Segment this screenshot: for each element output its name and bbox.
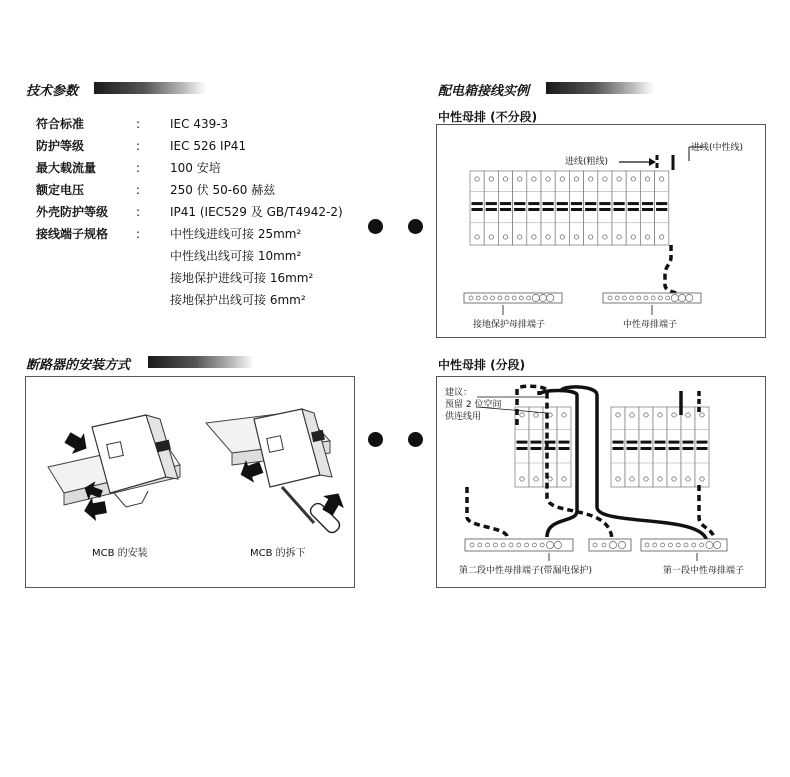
- spec-colon: :: [136, 139, 141, 153]
- breaker-module: [569, 171, 583, 245]
- breaker-module: [681, 407, 695, 487]
- terminal-screw: [547, 294, 554, 301]
- breaker-module: [541, 171, 555, 245]
- terminal-screw: [512, 296, 516, 300]
- terminal-screw: [653, 543, 657, 547]
- terminal-screw: [505, 296, 509, 300]
- title-gradient-bar: [148, 356, 254, 368]
- install-label: MCB 的安装: [92, 548, 148, 559]
- breaker-module: [513, 171, 527, 245]
- ground-terminal-label: 接地保护母排端子: [473, 320, 546, 330]
- spec-label: 额定电压: [36, 183, 85, 197]
- terminal-screw: [478, 543, 482, 547]
- wiring-section-title: 配电箱接线实例: [438, 84, 530, 99]
- terminal-screw: [546, 541, 553, 548]
- terminal-screw: [491, 296, 495, 300]
- note-line: 预留 2 位空间: [445, 400, 502, 410]
- title-gradient-bar: [94, 82, 206, 94]
- breaker-module: [557, 407, 571, 487]
- breaker-module: [612, 171, 626, 245]
- diagram1-box: [436, 124, 766, 338]
- spec-colon: :: [136, 161, 141, 175]
- terminal-screw: [602, 543, 606, 547]
- breaker-module: [529, 407, 543, 487]
- terminal-screw: [661, 543, 665, 547]
- terminal-screw: [517, 543, 521, 547]
- spec-label: 防护等级: [36, 139, 85, 153]
- spec-value: IP41 (IEC529 及 GB/T4942-2): [170, 205, 343, 219]
- terminal-screw: [700, 543, 704, 547]
- spec-label: 最大载流量: [36, 161, 97, 175]
- spec-value: IEC 526 IP41: [170, 139, 247, 153]
- terminal-screw: [622, 296, 626, 300]
- note-line: 供连线用: [445, 412, 482, 422]
- terminal-screw: [527, 296, 531, 300]
- terminal-screw: [486, 543, 490, 547]
- terminal-screw: [668, 543, 672, 547]
- spec-extra-line: 中性线出线可接 10mm²: [170, 249, 302, 263]
- terminal-screw: [483, 296, 487, 300]
- segment2-terminal-label: 第二段中性母排端子(带漏电保护): [459, 566, 593, 576]
- terminal-screw: [676, 543, 680, 547]
- spec-label: 外壳防护等级: [36, 205, 109, 219]
- terminal-screw: [540, 543, 544, 547]
- spec-value: 100 安培: [170, 161, 221, 175]
- terminal-screw: [469, 296, 473, 300]
- terminal-screw: [615, 296, 619, 300]
- terminal-screw: [630, 296, 634, 300]
- title-gradient-bar: [546, 82, 654, 94]
- terminal-screw: [525, 543, 529, 547]
- terminal-screw: [658, 296, 662, 300]
- breaker-module: [626, 171, 640, 245]
- install-box: [25, 376, 355, 588]
- terminal-screw: [706, 541, 713, 548]
- install-section-title: 断路器的安装方式: [26, 358, 131, 373]
- breaker-module: [695, 407, 709, 487]
- terminal-screw: [476, 296, 480, 300]
- terminal-screw: [618, 541, 625, 548]
- breaker-module: [625, 407, 639, 487]
- spec-extra-line: 接地保护进线可接 16mm²: [170, 271, 314, 285]
- breaker-module: [655, 171, 669, 245]
- terminal-screw: [470, 543, 474, 547]
- breaker-module: [498, 171, 512, 245]
- terminal-screw: [637, 296, 641, 300]
- neutral-terminal-label: 中性母排端子: [623, 320, 678, 330]
- breaker-module: [598, 171, 612, 245]
- terminal-screw: [554, 541, 561, 548]
- bullet-dot: [368, 432, 383, 447]
- spec-value: 250 伏 50-60 赫兹: [170, 183, 276, 197]
- terminal-screw: [532, 294, 539, 301]
- spec-colon: :: [136, 117, 141, 131]
- terminal-screw: [593, 543, 597, 547]
- note-line: 建议：: [445, 388, 473, 398]
- input-thick-label: 进线(粗线): [565, 157, 609, 167]
- spec-label: 符合标准: [36, 117, 85, 131]
- spec-value: IEC 439-3: [170, 117, 229, 131]
- spec-label: 接线端子规格: [36, 227, 109, 241]
- diagram1-title: 中性母排 (不分段): [438, 110, 538, 124]
- breaker-module: [653, 407, 667, 487]
- spec-extra-line: 接地保护出线可接 6mm²: [170, 293, 306, 307]
- terminal-screw: [532, 543, 536, 547]
- breaker-module: [639, 407, 653, 487]
- breaker-module: [527, 171, 541, 245]
- terminal-screw: [684, 543, 688, 547]
- terminal-screw: [645, 543, 649, 547]
- terminal-screw: [609, 541, 616, 548]
- breaker-module: [611, 407, 625, 487]
- terminal-screw: [666, 296, 670, 300]
- spec-colon: :: [136, 227, 141, 241]
- remove-label: MCB 的拆下: [250, 548, 306, 559]
- input-neutral-label: 进线(中性线): [691, 143, 744, 153]
- terminal-screw: [644, 296, 648, 300]
- terminal-screw: [686, 294, 693, 301]
- bullet-dot: [368, 219, 383, 234]
- breaker-module: [555, 171, 569, 245]
- terminal-screw: [608, 296, 612, 300]
- breaker-module: [543, 407, 557, 487]
- terminal-screw: [493, 543, 497, 547]
- terminal-screw: [651, 296, 655, 300]
- mcb-install-drawing: [48, 415, 180, 523]
- breaker-module: [470, 171, 484, 245]
- diagram2-box: [436, 376, 766, 588]
- terminal-screw: [498, 296, 502, 300]
- terminal-screw: [678, 294, 685, 301]
- breaker-module: [640, 171, 654, 245]
- terminal-screw: [509, 543, 513, 547]
- spec-value: 中性线进线可接 25mm²: [170, 227, 302, 241]
- terminal-screw: [671, 294, 678, 301]
- segment1-terminal-label: 第一段中性母排端子: [663, 566, 745, 576]
- spec-colon: :: [136, 183, 141, 197]
- diagram2-title: 中性母排 (分段): [438, 358, 526, 372]
- breaker-module: [667, 407, 681, 487]
- terminal-screw: [692, 543, 696, 547]
- breaker-module: [484, 171, 498, 245]
- terminal-screw: [519, 296, 523, 300]
- breaker-module: [584, 171, 598, 245]
- mcb-remove-drawing: [206, 409, 349, 535]
- bullet-dot: [408, 219, 423, 234]
- tech-section-title: 技术参数: [26, 84, 79, 99]
- spec-colon: :: [136, 205, 141, 219]
- bullet-dot: [408, 432, 423, 447]
- terminal-screw: [539, 294, 546, 301]
- terminal-screw: [714, 541, 721, 548]
- terminal-screw: [501, 543, 505, 547]
